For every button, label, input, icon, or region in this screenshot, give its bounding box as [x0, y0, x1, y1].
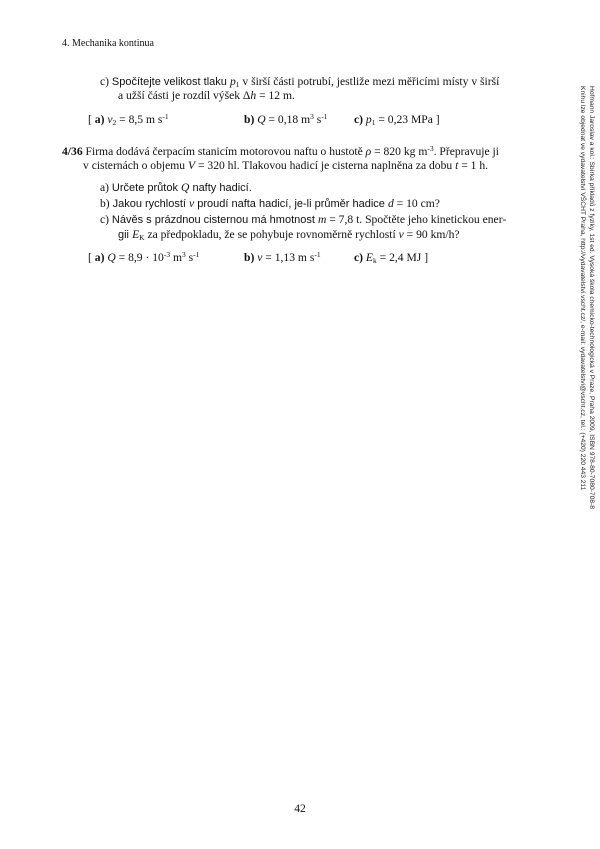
- answer-c: c) $E_k = 2,4$ MJ ]: [354, 251, 429, 265]
- answer-a: [ a) $Q = 8,9 \cdot 10^{-3}$ $m^3$ $s^{-1}$: [88, 250, 200, 264]
- problem-part-c-line2: gii $E_K$ za předpokladu, že se pohybuje rovnoměrně rychlostí v = 90 km/h?: [118, 228, 460, 242]
- side-note: [566, 86, 600, 606]
- chapter-header: 4. Mechanika kontinua: [62, 38, 154, 49]
- prev-answer-a: [ a) $v_2 = 8,5$ m $s^{-1}$: [88, 112, 169, 127]
- problem-part-b: b) Jakou rychlostí v proudí nafta hadicí, je-li průměr hadice d = 10 cm?: [100, 197, 440, 210]
- answer-b: b) v = 1,13 m $s^{-1}$: [244, 250, 321, 264]
- prev-answer-c: c) $p_1 = 0,23$ MPa ]: [354, 113, 440, 127]
- problem-part-c-line1: c) Návěs s prázdnou cisternou má hmotnost m = 7,8 t. Spočtěte jeho kinetickou ener-: [100, 213, 507, 226]
- side-note-line2: Knihu lze objednat ve vydavatelství VŠCHT Praha, http://vydavatelstvi.vscht.cz/, e-mail: vydavatelstvi@vscht.cz, tel.: (+420) 220 443 211: [579, 86, 586, 491]
- prev-part-c-line1: c) Spočítejte velikost tlaku $p_1$ v širší části potrubí, jestliže mezi měřicími místy v širší: [100, 75, 500, 89]
- prev-answer-b: b) Q = 0,18 $m^3$ $s^{-1}$: [244, 112, 328, 126]
- problem-line2: v cisternách o objemu V = 320 hl. Tlakovou hadicí je cisterna naplněna za dobu t = 1 h.: [83, 159, 489, 172]
- problem-line1: 4/36 Firma dodává čerpacím stanicím motorovou naftu o hustotě ρ = 820 kg $m^{-3}$. Přepravuje ji: [62, 144, 499, 158]
- problem-number: 4/36: [62, 145, 83, 158]
- problem-part-a: a) Určete průtok Q nafty hadicí.: [100, 181, 252, 194]
- prev-part-c-line2: a užší části je rozdíl výšek Δh = 12 m.: [118, 89, 295, 102]
- side-note-line1: Hofmann Jaroslav a kol.: Sbírka příkladů z fyziky, 1st ed. Vysoká škola chemicko-technologická v Praze, Praha 2009, ISBN 978-80-7080-708-8: [588, 86, 595, 510]
- page-number: 42: [294, 802, 306, 815]
